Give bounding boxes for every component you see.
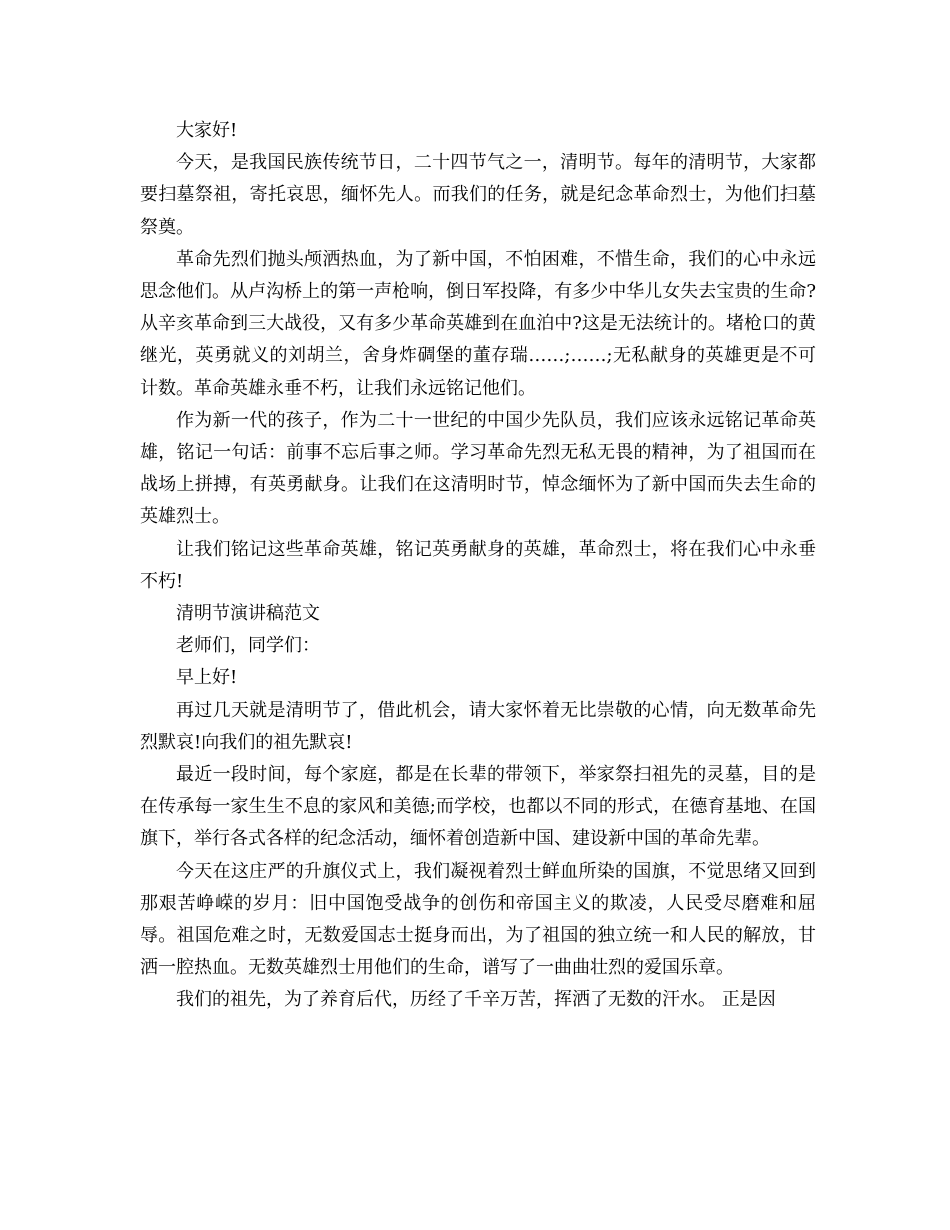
greeting-paragraph: 早上好! (176, 667, 238, 689)
body-paragraph: 我们的祖先，为了养育后代，历经了千辛万苦，挥洒了无数的汗水。 正是因 (176, 989, 776, 1011)
body-paragraph: 作为新一代的孩子，作为二十一世纪的中国少先队员，我们应该永远铭记革命英雄，铭记一句话：前事不忘后事之师。学习革命先烈无私无畏的精神，为了祖国而在战场上拼搏，有英勇献身。让我们在这清明时节，悼念缅怀为了新中国而失去生命的英雄烈士。 (140, 409, 816, 528)
greeting-paragraph: 大家好! (176, 120, 238, 141)
body-paragraph: 革命先烈们抛头颅洒热血，为了新中国，不怕困难，不惜生命，我们的心中永远思念他们。从卢沟桥上的第一声枪响，倒日军投降，有多少中华儿女失去宝贵的生命?从辛亥革命到三大战役，又有多少革命英雄到在血泊中?这是无法统计的。堵枪口的黄继光，英勇就义的刘胡兰，舍身炸碉堡的董存瑞……;……;无私献身的英雄更是不可计数。革命英雄永垂不朽，让我们永远铭记他们。 (140, 248, 816, 399)
document-page (140, 115, 816, 1017)
section-title: 清明节演讲稿范文 (176, 603, 320, 625)
body-paragraph: 今天在这庄严的升旗仪式上，我们凝视着烈士鲜血所染的国旗，不觉思绪又回到那艰苦峥嵘的岁月：旧中国饱受战争的创伤和帝国主义的欺凌，人民受尽磨难和屈辱。祖国危难之时，无数爱国志士挺身而出，为了祖国的独立统一和人民的解放，甘洒一腔热血。无数英雄烈士用他们的生命，谱写了一曲曲壮烈的爱国乐章。 (140, 860, 816, 979)
body-paragraph: 今天，是我国民族传统节日，二十四节气之一，清明节。每年的清明节，大家都要扫墓祭祖，寄托哀思，缅怀先人。而我们的任务，就是纪念革命烈士，为他们扫墓祭奠。 (140, 152, 816, 238)
body-paragraph: 再过几天就是清明节了，借此机会，请大家怀着无比崇敬的心情，向无数革命先烈默哀!向我们的祖先默哀! (140, 699, 816, 753)
salutation-paragraph: 老师们，同学们： (176, 635, 320, 657)
body-paragraph: 最近一段时间，每个家庭，都是在长辈的带领下，举家祭扫祖先的灵墓，目的是在传承每一家生生不息的家风和美德;而学校，也都以不同的形式，在德育基地、在国旗下，举行各式各样的纪念活动，缅怀着创造新中国、建设新中国的革命先辈。 (140, 764, 816, 850)
body-paragraph: 让我们铭记这些革命英雄，铭记英勇献身的英雄，革命烈士，将在我们心中永垂不朽! (140, 538, 816, 592)
